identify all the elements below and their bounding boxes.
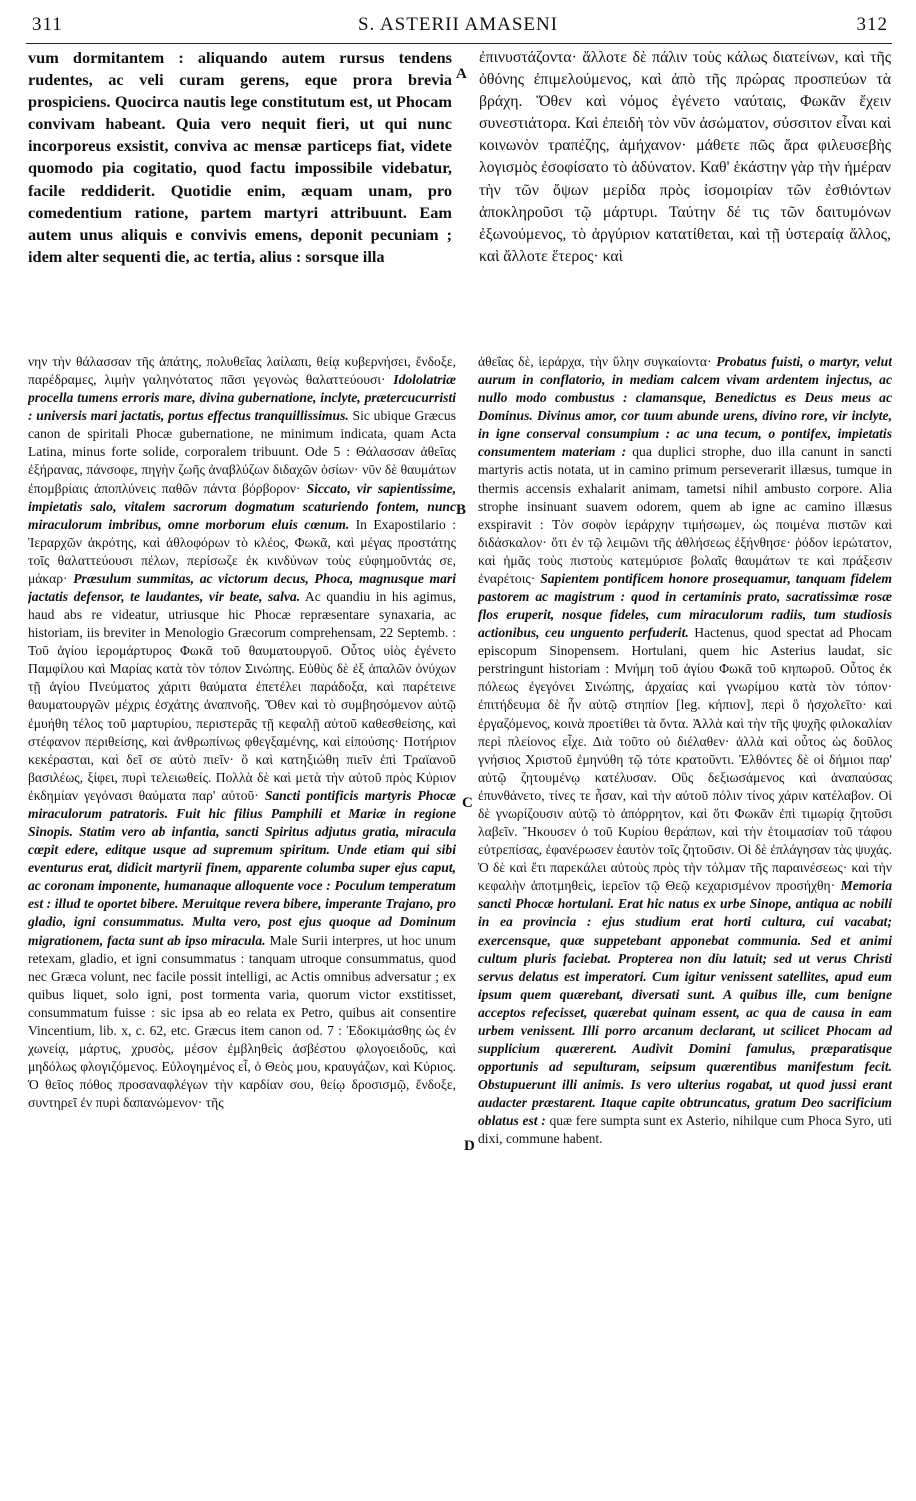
commentary-column-right bbox=[478, 353, 892, 1483]
latin-translation-segment: Siccato, vir sapientissime, impietatis salo, vitalem sacrorum dogmatum scaturiendo fontem, nunc miraculorum imbribus, omne morborum eluis cœnum. bbox=[28, 480, 456, 532]
commentary-column-left bbox=[28, 353, 456, 1483]
greek-text-column-top bbox=[479, 47, 891, 335]
greek-paragraph: ἐπινυστάζοντα· ἄλλοτε δὲ πάλιν τοὺς κάλως διατείνων, καὶ τῆς ὀθόνης ἐπιμελούμενος, καὶ ἀπὸ τῆς πρώρας προσπεύων τὰ βράχη. Ὅθεν καὶ νόμος ἐγένετο ναύταις, Φωκᾶν ἔχειν συνεστιάτορα. Καὶ ἐπειδὴ τὸν νῦν ἀσώματον, σύσσιτον εἶναι καὶ κοινωνὸν τραπέζης, ἀμήχανον· μάθετε πῶς ἄρα φιλευσεβὴς λογισμὸς ἐσοφίσατο τὸ ἀδύνατον. Καθ' ἑκάστην γὰρ τὴν ἡμέραν τὴν τῶν ὄψων μερίδα πρὸς ἰσομοιρίαν τῶν ἐσθιόντων ἀποκληροῦσι τῷ μάρτυρι. Ταύτην δέ τις τῶν δαιτυμόνων ἐξωνούμενος, τὸ ἀργύριον κατατίθεται, καὶ τῇ ὑστεραίᾳ ἄλλος, καὶ ἄλλοτε ἕτερος· καὶ bbox=[479, 49, 891, 265]
running-header bbox=[28, 14, 888, 40]
latin-translation-segment: Memoria sancti Phocæ hortulani. Erat hic natus ex urbe Sinope, antiqua ac nobili in ea provincia : ejus studium erat horti cultura, cui vacabat; exercensque, quæ suppetebant apponebat communia. Sed et animi cultum pluris faciebat. Propterea non diu latuit; sed ut verus Christi servus delatus est imperatori. Cum igitur venissent satellites, apud eum ipsum quem quærebant, diversati sunt. A quibus ille, cum benigne acceptos refecisset, quærebat quinam essent, ac qua de causa in eam urbem venissent. Illi porro arcanum declarant, ut scilicet Phocam ad supplicium quærerent. Audivit Domini famulus, præparatisque opportunis ad sepulturam, seipsum quærentibus manifestum fecit. Obstupuerunt illi animis. Is vero ulterius rogabat, ut quod jussi erant audacter præstarent. Itaque capite obtruncatus, gratum Deo sacrificium oblatus est : bbox=[478, 878, 892, 1129]
text-segment: Male Surii interpres, ut hoc unum retexam, gladio, et igni consummatus : tanquam utroque consummatus, quod nec Græca volunt, nec facile possit intelligi, ac Actis omnibus adversatur ; ex quibus liquet, solo igni, post tormenta varia, quorum victor exstitisset, consummatum fuisse : sic ipsa ab eo relata ex Petro, quibus ait consentire Vincentium, lib. x, c. 62, etc. Græcus item canon od. 7 : Ἐδοκιμάσθης ὡς ἐν χωνείᾳ, μάρτυς, χρυσὸς, μέσον ἐμβληθεὶς ἀσβέστου φλογοειδοῦς, καὶ μηδόλως φλογιζόμενος. Εὐλογημένος εἶ, ὁ Θεὸς μου, κραυγάζων, καὶ Κύριος. Ὁ θεῖος πόθος προσαναφλέγων τὴν καρδίαν σου, θείῳ δροσισμῷ, ἔνδοξε, συντηρεῖ ἐν πυρὶ δαπανώμενον· τῆς bbox=[28, 932, 456, 1111]
text-segment: quæ fere sumpta sunt ex Asterio, nihilque cum Phoca Syro, uti dixi, commune habent. bbox=[478, 1113, 892, 1147]
running-title: S. ASTERII AMASENI bbox=[357, 14, 559, 35]
text-segment: Hactenus, quod spectat ad Phocam episcopum Sinopensem. Hortulani, quem hic Asterius laudat, sic perstringunt historiam : Μνήμη τοῦ ἁγίου Φωκᾶ τοῦ κηπωροῦ. Οὗτος ἐκ πόλεως ἐγεγόνει Σινώπης, ἀρχαίας καὶ γνωρίμου κατὰ τὸν τόπον· ἐπιτήδευμα δὲ ἦν αὐτῷ στηπίον [leg. κήπιον], περὶ ὃ ἠσχολεῖτο· καὶ ἐργαζόμενος, κοινὰ προετίθει τὰ ὄντα. Ἀλλὰ καὶ τὴν τῆς ψυχῆς φιλοκαλίαν περὶ πλείονος εἶχε. Διὰ τοῦτο οὐ διέλαθεν· ἀλλὰ καὶ οὗτος ὡς δοῦλος γνήσιος Χριστοῦ ἐμηνύθη τῷ τότε κρατοῦντι. Ἐλθόντες δὲ οἱ δήμιοι παρ' αὐτῷ ζητουμένῳ κατέλυσαν. Οὓς δεξιωσάμενος καὶ ἀναπαύσας ἐπυνθάνετο, τίνες τε ἦσαν, καὶ τὴν αὐτοῦ πόλιν τίνος χάριν κατέλαβον. Οἱ δὲ γνωρίζουσιν αὐτῷ τὸ ἀπόρρητον, καὶ ὅτι Φωκᾶν ἐπὶ τιμωρίᾳ ζητοῦσι λαβεῖν. Ἤκουσεν ὁ τοῦ Κυρίου θεράπων, καὶ τὴν ἑτοιμασίαν τοῦ τάφου εὐτρεπίσας, ἐφανέρωσεν ἑαυτὸν τοῖς ζητοῦσιν. Οἱ δὲ ἐπλάγησαν τὰς ψυχάς. Ὁ δὲ καὶ ἔτι παρεκάλει αὐτοὺς πρὸς τὴν τόλμαν τῆς παραινέσεως· καὶ τὴν κεφαλὴν ἀποτμηθεὶς, ἱερεῖον τῷ Θεῷ κεχαρισμένον προσήχθη· bbox=[478, 625, 892, 894]
latin-translation-segment: Probatus fuisti, o martyr, velut aurum in conflatorio, in mediam calcem vivam ardentem injectus, ac nullo modo combustus : clamansque, Benedictus es Deus meus ac Dominus. Divinus amor, cor tuum abunde urens, divino rore, vir inclyte, in igne conserval consumpium : ac una tecum, o pontifex, impietatis consumentem materiam : bbox=[478, 354, 892, 460]
latin-translation-segment: Idololatriæ procella tumens erroris mare, divina gubernatione, inclyte, prætercucurristi : universis mari jactatis, portus effectus tranquillissimus. bbox=[28, 372, 456, 424]
margin-letter-a: A bbox=[456, 66, 467, 82]
latin-translation-segment: Sancti pontificis martyris Phocæ miraculorum patratoris. Fuit hic filius Pamphili et Mariæ in regione Sinopis. Statim vero ab infantia, sancti Spiritus adjutus gratia, miracula cœpit edere, editque usque ad supremum spiritum. Unde etiam qui sibi eventurus erat, didicit martyrii finem, apparente columba super ejus caput, ac coronam imponente, humanaque alloquente voce : Poculum temperatum est : illud te oportet bibere. Meruitque revera bibere, imperante Trajano, pro gladio, igni consummatus. Multa vero, post ejus quoque ad Dominum migrationem, facta sunt ab ipso miracula. bbox=[28, 787, 456, 948]
margin-letter-d: D bbox=[464, 1138, 475, 1154]
text-segment: qua duplici strophe, duo illa canunt in sancti martyris actis notata, ut in camino primum perseverarit illæsus, tumque in thermis accensis exhalarit animam, tametsi nihil ambusto corpore. Alia strophe insinuant suavem odorem, quem ab igne ac camino illæsus exspiravit : Τὸν σοφὸν ἱεράρχην τιμήσωμεν, ὡς ποιμένα πιστῶν καὶ διδάσκαλον· ὅτι ἐν τῷ λειμῶνι τῆς ἀθλήσεως ἐξήνθησε· ῥόδον ἱερώτατον, καὶ ἡμᾶς τοὺς πιστοὺς κατεμύρισε βολαῖς θαυμάτων τε καὶ πράξεσιν ἐναρέτοις· bbox=[478, 444, 892, 586]
latin-translation-segment: Præsulum summitas, ac victorum decus, Phoca, magnusque mari jactatis defensor, te laudantes, vir beate, salva. bbox=[28, 570, 456, 605]
commentary-left-paragraph bbox=[28, 353, 456, 1112]
page-number-left: 311 bbox=[32, 14, 63, 35]
commentary-right-paragraph bbox=[478, 353, 892, 1148]
latin-text-column-top bbox=[28, 47, 452, 335]
margin-letter-c: C bbox=[462, 795, 473, 811]
text-segment: Ac quandiu in his agimus, haud abs re videatur, utriusque hic Phocæ repræsentare synaxaria, ac historiam, iis breviter in Menologio Græcorum comprehensam, 22 Septemb. : Τοῦ ἁγίου ἱερομάρτυρος Φωκᾶ τοῦ θαυματουργοῦ. Οὗτος υἱὸς ἐγένετο Παμφίλου καὶ Μαρίας κατὰ τὸν τόπον Σινώπης. Εὐθὺς δὲ ἐξ ἁπαλῶν ὀνύχων τῇ ἁγίου Πνεύματος χάριτι θαύματα ἐπετέλει παράδοξα, καὶ παρέτεινε θαυματουργῶν μέχρις ἐσχάτης ἀναπνοῆς. Ὅθεν καὶ τὸ συμβησόμενον αὐτῷ ἐμυήθη τέλος τοῦ μαρτυρίου, περιστερᾶς τῇ κεφαλῇ αὐτοῦ καθεσθείσης, καὶ στέφανον περιθείσης, καὶ ἀνθρωπίνως φθεγξαμένης, καὶ εἰπούσης· Ποτήριον κεκέρασται, καὶ δεῖ σε αὐτὸ πιεῖν· ὃ καὶ κατηξιώθη πιεῖν ἐπὶ Τραϊανοῦ βασιλέως, ξίφει, πυρὶ τελειωθείς. Πολλὰ δὲ καὶ μετὰ τὴν αὐτοῦ πρὸς Κύριον ἐκδημίαν γεγόνασι θαύματα παρ' αὐτοῦ· bbox=[28, 589, 456, 803]
text-segment: ἀθεΐας δὲ, ἱεράρχα, τὴν ὕλην συγκαίοντα· bbox=[478, 354, 717, 369]
text-segment: Sic ubique Græcus canon de spiritali Phocæ gubernatione, ne minimum indicata, quam Acta Latina, minus forte solide, corporalem tribuunt. Ode 5 : Θάλασσαν ἀθεΐας ἐξήρανας, πάνσοφε, πηγὴν ζωῆς ἀναβλύζων διδαχῶν ὁσίων· νῦν δὲ θαυμάτων ἐπομβρίαις ἀποπλύνεις παθῶν πάντα βόρβορον· bbox=[28, 408, 456, 496]
text-segment: νην τὴν θάλασσαν τῆς ἀπάτης, πολυθεΐας λαίλαπι, θείᾳ κυβερνήσει, ἔνδοξε, παρέδραμες, λιμὴν γαληνότατος πᾶσι γεγονὼς θαλαττεύουσι· bbox=[28, 354, 456, 388]
margin-letter-b: B bbox=[456, 502, 467, 518]
latin-paragraph: vum dormitantem : aliquando autem rursus tendens rudentes, ac veli curam gerens, eque prora brevia prospiciens. Quocirca nautis lege constitutum est, ut Phocam convivam habeant. Quia vero nequit fieri, ut qui nunc incorporeus exsistit, conviva ac mensæ particeps fiat, videte quomodo pia cogitatio, quod factu impossibile videbatur, facile reddiderit. Quotidie enim, æquam unam, pro comedentium ratione, partem martyri attribuunt. Eam autem unus aliquis e convivis emens, deponit pecuniam ; idem alter sequenti die, ac tertia, alius : sorsque illa bbox=[28, 48, 452, 266]
header-rule bbox=[26, 43, 892, 44]
text-segment: In Exapostilario : Ἱεραρχῶν ἀκρότης, καὶ ἀθλοφόρων τὸ κλέος, Φωκᾶ, καὶ μέγας προστάτης τοῖς θαλαττεύουσι πέλων, περίσωζε ἐκ κινδύνων τοὺς εὐφημοῦντάς σε, μάκαρ· bbox=[28, 516, 456, 586]
latin-translation-segment: Sapientem pontificem honore prosequamur, tanquam fidelem pastorem ac magistrum : quod in certaminis prato, sacratissimæ rosæ flos eruperit, nosque fideles, cum miraculorum radiis, tum studiosis actionibus, ceu unguento perfuderit. bbox=[478, 570, 892, 641]
page-number-right: 312 bbox=[856, 14, 888, 35]
